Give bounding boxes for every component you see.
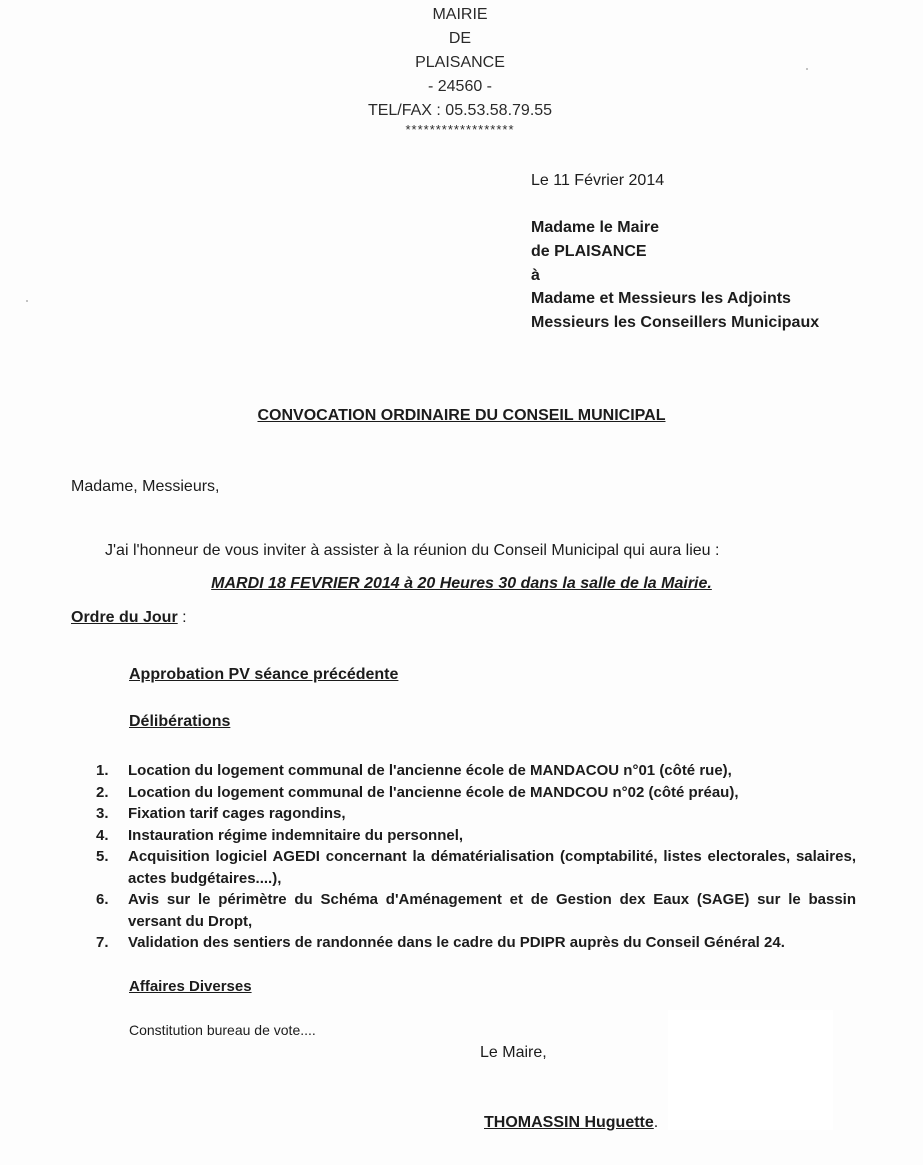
list-item (96, 846, 856, 889)
signature-name: THOMASSIN Huguette (484, 1114, 654, 1131)
header-de: DE (448, 30, 472, 47)
redacted-signature-area (668, 1010, 833, 1130)
list-item-text: Avis sur le périmètre du Schéma d'Aménagement et de Gestion dex Eaux (SAGE) sur le bassin versant du Dropt, (128, 891, 856, 930)
list-item-text: Validation des sentiers de randonnée dans le cadre du PDIPR auprès du Conseil Général 24. (128, 934, 785, 951)
recipient-line-2: Messieurs les Conseillers Municipaux (531, 314, 820, 331)
list-item-number: 5. (96, 848, 109, 865)
list-item (96, 782, 856, 804)
list-item-text: Location du logement communal de l'ancienne école de MANDCOU n°02 (côté préau), (128, 783, 739, 801)
letter-date: Le 11 Février 2014 (531, 172, 665, 189)
header-postal: - 24560 - (427, 78, 493, 95)
list-item-text: Fixation tarif cages ragondins, (128, 805, 346, 822)
list-item-number: 3. (96, 805, 109, 822)
agenda-deliberations: Délibérations (129, 713, 231, 730)
sender-line-1: Madame le Maire (531, 219, 660, 236)
scan-speck (26, 300, 28, 302)
list-item-number: 6. (96, 891, 109, 908)
signature-name-line (484, 1114, 658, 1132)
list-item-number: 4. (96, 826, 109, 844)
recipient-to: à (531, 267, 540, 284)
recipient-line-1: Madame et Messieurs les Adjoints (531, 290, 791, 307)
list-item-number: 1. (96, 762, 109, 779)
header-mairie: MAIRIE (432, 6, 488, 23)
document-title: CONVOCATION ORDINAIRE DU CONSEIL MUNICIPAL (257, 407, 666, 424)
list-item (96, 932, 856, 954)
list-item-number: 2. (96, 783, 109, 801)
signature-role: Le Maire, (480, 1044, 547, 1061)
list-item-number: 7. (96, 934, 109, 951)
agenda-heading-colon: : (177, 609, 187, 626)
list-item (96, 825, 856, 847)
header-town: PLAISANCE (415, 54, 505, 71)
invitation-text: J'ai l'honneur de vous inviter à assister à la réunion du Conseil Municipal qui aura lieu : (105, 542, 720, 559)
salutation: Madame, Messieurs, (71, 478, 220, 495)
list-item-text: Acquisition logiciel AGEDI concernant la dématérialisation (comptabilité, listes electorales, salaires, actes budgétaires....), (128, 848, 856, 887)
list-item-text: Location du logement communal de l'ancienne école de MANDACOU n°01 (côté rue), (128, 762, 732, 779)
list-item (96, 803, 856, 825)
agenda-misc-item: Constitution bureau de vote.... (129, 1022, 316, 1038)
list-item-text: Instauration régime indemnitaire du personnel, (128, 826, 464, 844)
header-telfax: TEL/FAX : 05.53.58.79.55 (367, 102, 553, 119)
agenda-misc: Affaires Diverses (129, 978, 252, 995)
signature-period: . (653, 1114, 659, 1131)
agenda-approval: Approbation PV séance précédente (129, 666, 399, 683)
list-item (96, 760, 856, 782)
agenda-heading-label: Ordre du Jour (71, 609, 178, 626)
list-item (96, 889, 856, 932)
agenda-heading (71, 609, 187, 627)
meeting-date: MARDI 18 FEVRIER 2014 à 20 Heures 30 dans la salle de la Mairie. (211, 575, 712, 592)
deliberation-list (96, 760, 856, 954)
scan-speck (806, 68, 808, 70)
header-stars: ****************** (405, 122, 515, 137)
sender-line-2: de PLAISANCE (531, 243, 647, 260)
